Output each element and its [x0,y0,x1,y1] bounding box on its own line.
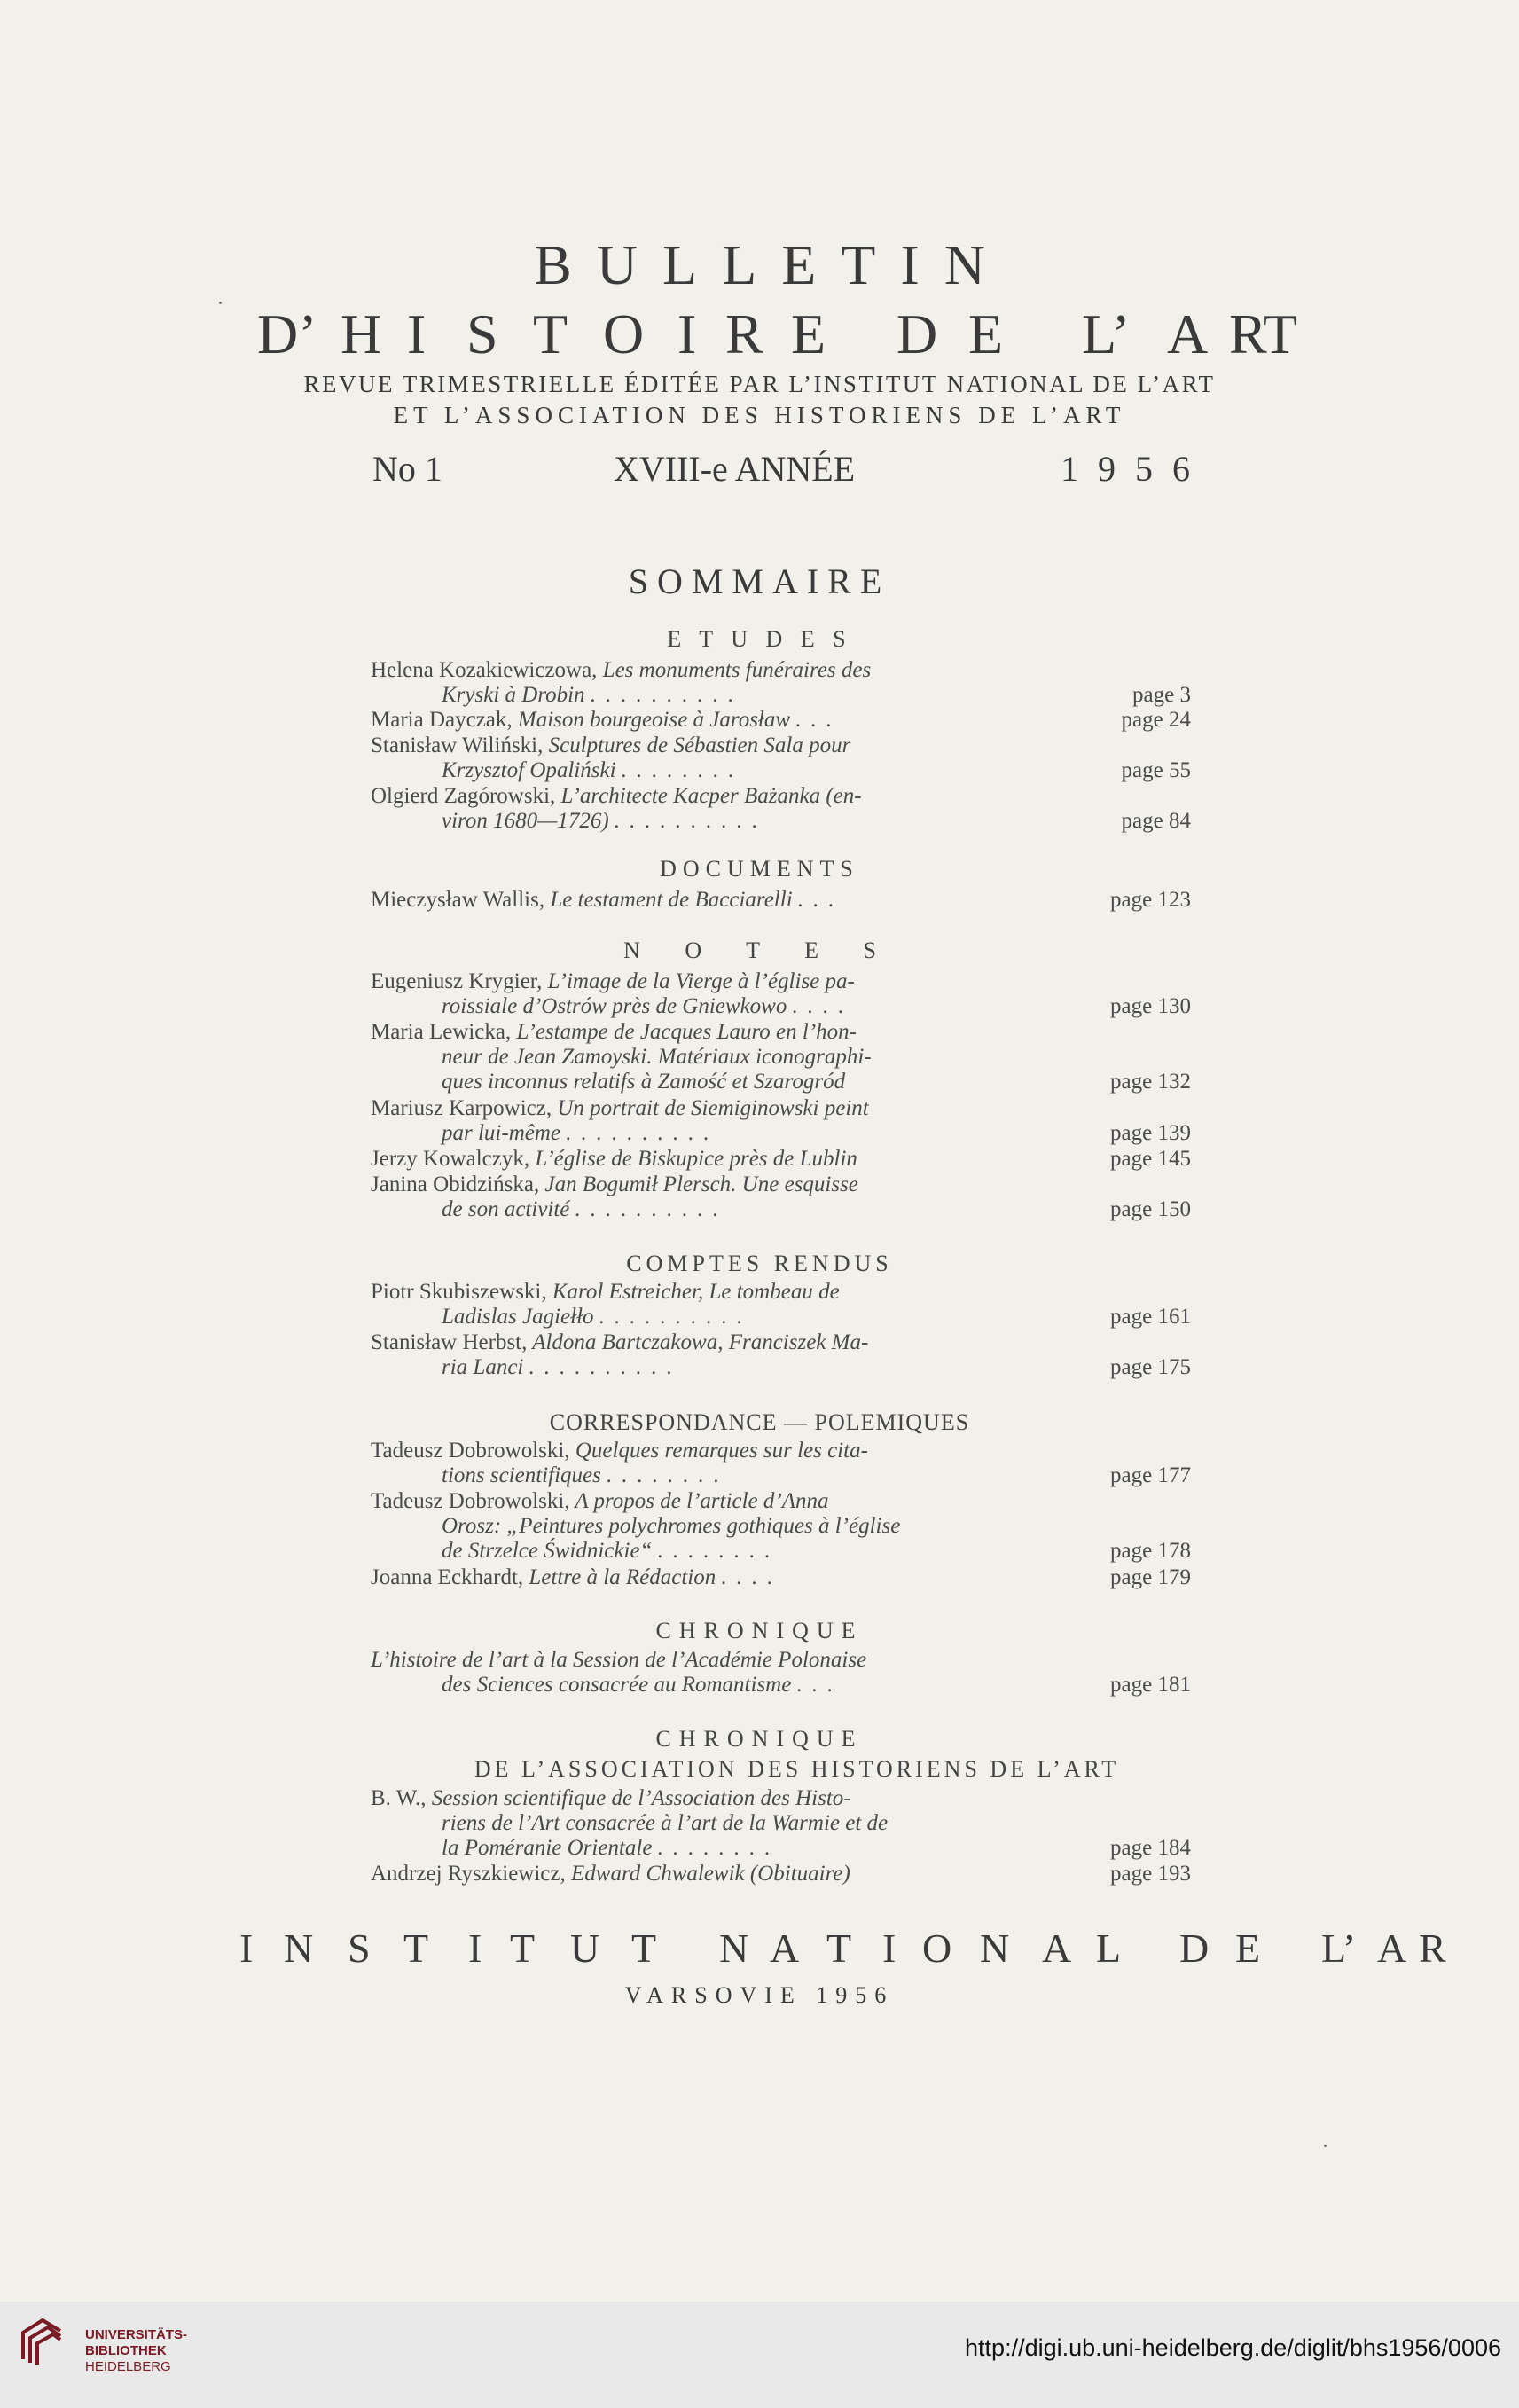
journal-subtitle-line2: ET L’ASSOCIATION DES HISTORIENS DE L’ART [393,402,1126,428]
entry-page: page 145 [1110,1147,1191,1171]
leader-dots: ........ [657,1539,780,1563]
issue-number: No 1 [372,449,442,489]
sommaire-heading: SOMMAIRE [628,561,891,601]
entry-title: Karol Estreicher, Le tombeau de [552,1280,840,1304]
entry-title: Ladislas Jagiełło [442,1305,594,1329]
entry-author: Jerzy Kowalczyk, [371,1147,530,1171]
entry-author: Mariusz Karpowicz, [371,1096,552,1120]
leader-dots: .......... [614,809,768,833]
publisher-letter: D [1179,1926,1210,1971]
scan-speck [219,302,222,304]
publisher-letter: T [510,1926,536,1971]
title-letter: I [407,302,427,365]
entry-page: page 179 [1110,1565,1191,1589]
leader-dots: .......... [599,1305,753,1329]
entry-page: page 193 [1110,1862,1191,1886]
publisher-letter: L [1096,1926,1122,1971]
publisher-letter: A [1042,1926,1072,1971]
title-letter: E [968,302,1004,365]
title-letter: R [1229,302,1267,365]
library-name-line1: UNIVERSITÄTS- [85,2327,188,2342]
section-etudes: E T U D E S [667,626,852,652]
entry-title: Kryski à Drobin [442,683,585,707]
publisher-letter: T [631,1926,657,1971]
library-name-line3: HEIDELBERG [85,2359,171,2374]
entry-title: des Sciences consacrée au Romantisme [442,1673,792,1697]
title-letter: S [466,302,498,365]
publisher-letter: A [1377,1926,1407,1971]
entry-page: page 175 [1110,1355,1191,1379]
entry-title: ques inconnus relatifs à Zamość et Szarogród [442,1070,846,1094]
section-chronique-association: CHRONIQUE [655,1726,864,1752]
entry-page: page 84 [1121,809,1191,833]
entry-title: Session scientifique de l’Association des Histo- [431,1786,851,1810]
section-chronique: CHRONIQUE [655,1618,864,1643]
publisher-letter: N [284,1926,314,1971]
entry-author: Tadeusz Dobrowolski, [371,1489,570,1513]
entry-title: de Strzelce Świdnickie“ [442,1539,653,1563]
entry-page: page 24 [1121,708,1191,732]
entry-title: Sculptures de Sébastien Sala pour [548,733,851,757]
leader-dots: ... [797,888,844,912]
leader-dots: ........ [621,758,744,782]
publisher-letter: R [1419,1926,1446,1971]
leader-dots: .......... [575,1197,729,1221]
entry-title: Lettre à la Rédaction [529,1565,716,1589]
title-letter: A [1167,302,1209,365]
entry-page: page 3 [1132,683,1191,707]
entry-author: Eugeniusz Krygier, [371,969,543,993]
scan-speck [1324,2145,1327,2147]
entry-title: L’image de la Vierge à l’église pa- [547,969,855,993]
entry-title: tions scientifiques [442,1463,601,1487]
journal-subtitle-line1: REVUE TRIMESTRIELLE ÉDITÉE PAR L’INSTITUT NATIONAL DE L’ART [303,371,1216,397]
title-letter: E [791,302,826,365]
publisher-letter: A [770,1926,800,1971]
entry-page: page 123 [1110,888,1191,912]
issue-year: 1 9 5 6 [1061,449,1195,489]
leader-dots: .... [792,994,854,1018]
entry-title: Aldona Bartczakowa, Franciszek Ma- [532,1330,869,1354]
section-documents: DOCUMENTS [660,856,859,882]
title-letter: R [725,302,763,365]
entry-page: page 132 [1110,1070,1191,1094]
leader-dots: ... [796,1673,843,1697]
entry-title: L’histoire de l’art à la Session de l’Académie Polonaise [371,1648,867,1672]
entry-title: neur de Jean Zamoyski. Matériaux iconographi- [442,1045,872,1069]
source-url-link[interactable]: http://digi.ub.uni-heidelberg.de/diglit/bhs1956/0006 [965,2334,1501,2361]
entry-title: par lui-même [442,1121,560,1145]
entry-title: L’architecte Kacper Bażanka (en- [560,784,862,808]
entry-author: Stanisław Wiliński, [371,733,544,757]
entry-author: Piotr Skubiszewski, [371,1280,547,1304]
title-letter: D [897,302,938,365]
section-chronique-association-sub: DE L’ASSOCIATION DES HISTORIENS DE L’ART [474,1756,1120,1782]
publisher-letter: E [1235,1926,1261,1971]
entry-page: page 55 [1121,758,1191,782]
title-letter: D’ [257,302,317,365]
section-comptes-rendus: COMPTES RENDUS [626,1251,893,1276]
publisher-letter: L’ [1321,1926,1357,1971]
entry-title: Edward Chwalewik (Obituaire) [571,1862,850,1886]
entry-page: page 139 [1110,1121,1191,1145]
entry-page: page 130 [1110,994,1191,1018]
leader-dots: ........ [657,1836,780,1860]
publisher-letter: S [348,1926,371,1971]
entry-title: L’église de Biskupice près de Lublin [535,1147,857,1171]
publisher-letter: N [719,1926,749,1971]
entry-author: Joanna Eckhardt, [371,1565,524,1589]
entry-title: roissiale d’Ostrów près de Gniewkowo [442,994,787,1018]
publisher-letter: T [403,1926,429,1971]
entry-author: Janina Obidzińska, [371,1173,540,1196]
entry-title: Jan Bogumił Plersch. Une esquisse [544,1173,858,1196]
entry-author: B. W., [371,1786,427,1810]
entry-author: Andrzej Ryszkiewicz, [371,1862,566,1886]
issue-year-label: XVIII-e ANNÉE [614,449,856,489]
entry-title: viron 1680—1726) [442,809,609,833]
publisher-letter: N [980,1926,1010,1971]
publisher-letter: I [239,1926,254,1971]
leader-dots: ... [795,708,842,732]
leader-dots: .......... [590,683,744,707]
entry-page: page 161 [1110,1305,1191,1329]
library-logo-icon [16,2315,67,2366]
entry-author: Maria Dayczak, [371,708,513,732]
section-notes: N O T E S [623,937,896,963]
leader-dots: ........ [607,1463,730,1487]
leader-dots: .... [721,1565,783,1589]
publisher-letter: I [882,1926,897,1971]
publisher-letter: U [570,1926,600,1971]
section-correspondance: CORRESPONDANCE — POLEMIQUES [549,1409,970,1435]
entry-page: page 150 [1110,1197,1191,1221]
entry-title: Maison bourgeoise à Jarosław [517,708,791,732]
entry-title: Le testament de Bacciarelli [550,888,793,912]
entry-title: de son activité [442,1197,570,1221]
entry-title: Quelques remarques sur les cita- [575,1439,868,1463]
entry-author: Stanisław Herbst, [371,1330,528,1354]
entry-title: Un portrait de Siemiginowski peint [557,1096,869,1120]
entry-author: Olgierd Zagórowski, [371,784,556,808]
entry-title: A propos de l’article d’Anna [575,1489,829,1513]
entry-title: Les monuments funéraires des [602,658,872,682]
journal-title-line1: BULLETIN [534,233,1010,296]
leader-dots: .......... [529,1355,683,1379]
leader-dots: .......... [566,1121,719,1145]
publisher-letter: T [826,1926,852,1971]
entry-page: page 177 [1110,1463,1191,1487]
title-letter: I [677,302,697,365]
entry-author: Mieczysław Wallis, [371,888,545,912]
title-letter: T [533,302,568,365]
title-letter: L’ [1082,302,1131,365]
title-letter: H [341,302,382,365]
publisher-letter: I [468,1926,482,1971]
entry-title: Orosz: „Peintures polychromes gothiques à l’église [442,1514,901,1538]
entry-author: Maria Lewicka, [371,1020,512,1044]
entry-title: Krzysztof Opaliński [442,758,616,782]
entry-author: Helena Kozakiewiczowa, [371,658,598,682]
entry-page: page 178 [1110,1539,1191,1563]
entry-page: page 181 [1110,1673,1191,1697]
entry-title: ria Lanci [442,1355,524,1379]
title-letter: T [1263,302,1298,365]
entry-title: la Poméranie Orientale [442,1836,653,1860]
entry-author: Tadeusz Dobrowolski, [371,1439,570,1463]
library-name [85,2327,187,2375]
publisher-letter: O [922,1926,952,1971]
title-letter: O [603,302,645,365]
entry-page: page 184 [1110,1836,1191,1860]
publisher-city: VARSOVIE 1956 [624,1982,895,2008]
library-name-line2: BIBLIOTHEK [85,2343,167,2358]
entry-title: L’estampe de Jacques Lauro en l’hon- [516,1020,857,1044]
entry-title: riens de l’Art consacrée à l’art de la Warmie et de [442,1811,889,1835]
